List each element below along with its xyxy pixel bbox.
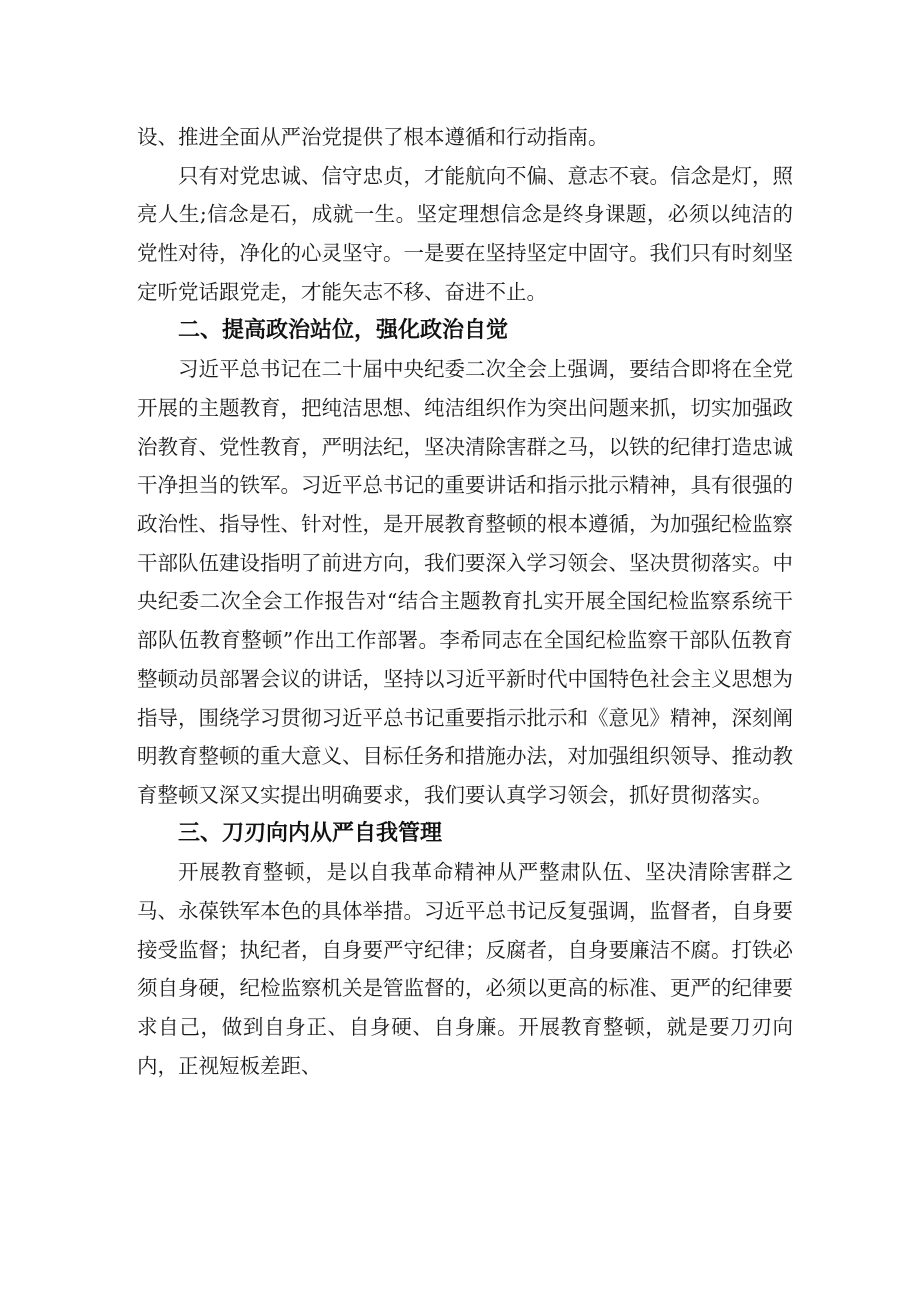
section-heading-2: 二、提高政治站位，强化政治自觉 [178,317,509,343]
self-management-paragraph: 开展教育整顿，是以自我革命精神从严整肃队伍、坚决清除害群之马、永葆铁军本色的具体举措。习近平总书记反复强调，监督者，自身要接受监督；执纪者，自身要严守纪律；反腐者，自身要廉洁不腐。打铁必须自身硬，纪检监察机关是管监督的，必须以更高的标准、更严的纪律要求自己，做到自身正、自身硬、自身廉。开展教育整顿，就是要刀刃向内，正视短板差距、 [137,860,793,1078]
document-body [137,118,793,1086]
continuation-paragraph: 设、推进全面从严治党提供了根本遵循和行动指南。 [137,125,609,149]
section-heading-3: 三、刀刃向内从严自我管理 [178,820,443,846]
political-stance-paragraph: 习近平总书记在二十届中央纪委二次全会上强调，要结合即将在全党开展的主题教育，把纯洁思想、纯洁组织作为突出问题来抓，切实加强政治教育、党性教育，严明法纪，坚决清除害群之马，以铁的纪律打造忠诚干净担当的铁军。习近平总书记的重要讲话和指示批示精神，具有很强的政治性、指导性、针对性，是开展教育整顿的根本遵循，为加强纪检监察干部队伍建设指明了前进方向，我们要深入学习领会、坚决贯彻落实。中央纪委二次全会工作报告对“结合主题教育扎实开展全国纪检监察系统干部队伍教育整顿”作出工作部署。李希同志在全国纪检监察干部队伍教育整顿动员部署会议的讲话，坚持以习近平新时代中国特色社会主义思想为指导，围绕学习贯彻习近平总书记重要指示批示和《意见》精神，深刻阐明教育整顿的重大意义、目标任务和措施办法，对加强组织领导、推动教育整顿又深又实提出明确要求，我们要认真学习领会，抓好贯彻落实。 [137,357,793,807]
faith-paragraph: 只有对党忠诚、信守忠贞，才能航向不偏、意志不衰。信念是灯，照亮人生;信念是石，成就一生。坚定理想信念是终身课题，必须以纯洁的党性对待，净化的心灵坚守。一是要在坚持坚定中固守。我们只有时刻坚定听党话跟党走，才能矢志不移、奋进不止。 [137,163,793,304]
